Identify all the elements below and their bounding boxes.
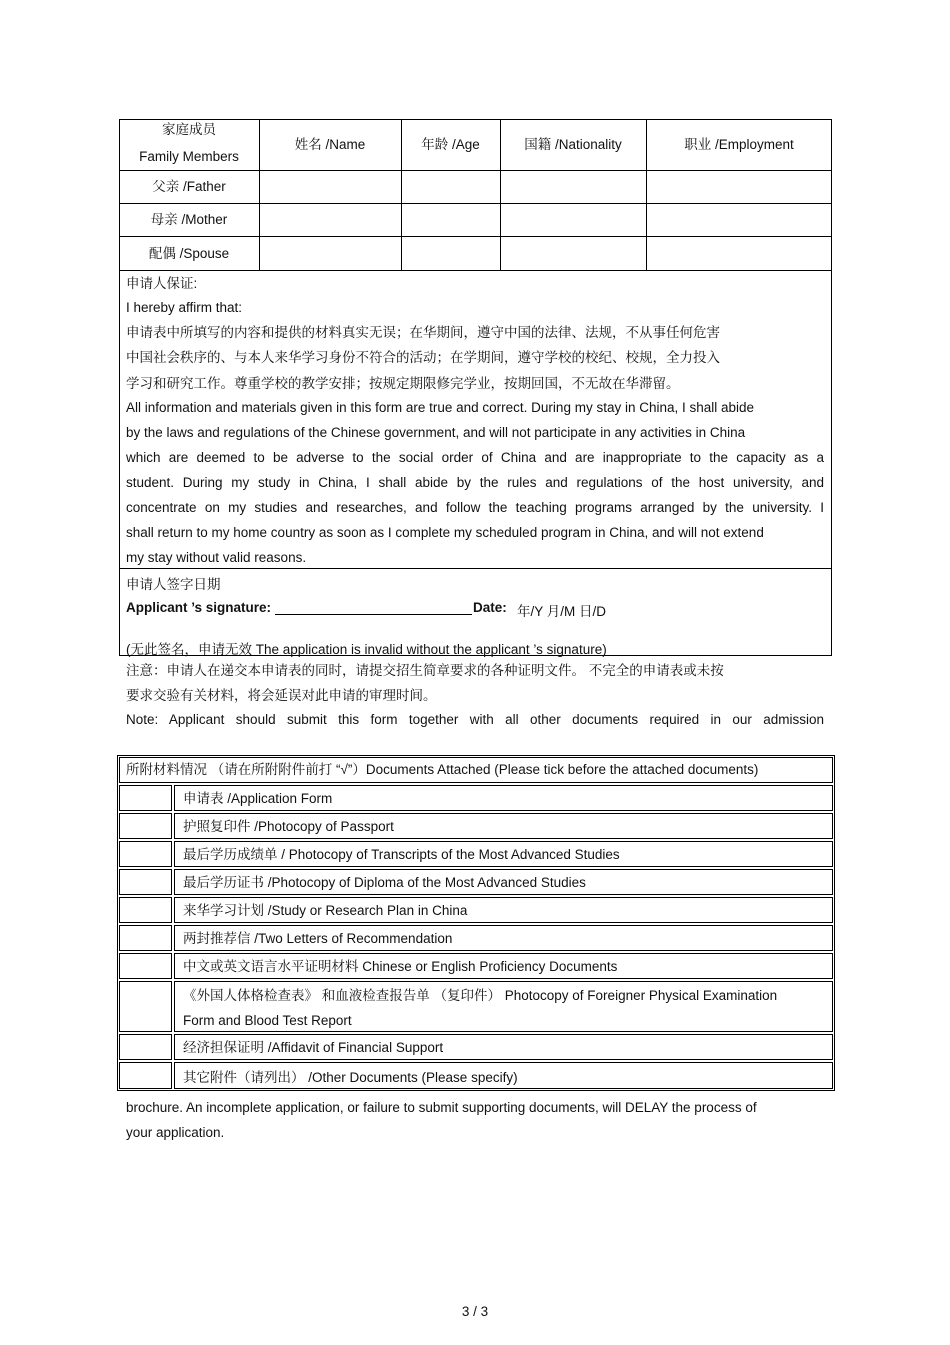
applicant-signature-label: Applicant ’s signature: <box>126 600 272 615</box>
document-checkbox[interactable] <box>119 1062 172 1089</box>
mother-employment-field[interactable] <box>647 204 832 236</box>
date-label: Date: <box>473 600 507 615</box>
document-row <box>119 813 833 839</box>
document-checkbox[interactable] <box>119 813 172 839</box>
father-nationality-field[interactable] <box>501 171 646 203</box>
signature-title-zh: 申请人签字日期 <box>126 577 221 592</box>
note-en-line: Note: Applicant should submit this form together with all other documents required in our admission <box>126 712 824 727</box>
mother-row-label: 母亲 /Mother <box>150 212 228 227</box>
father-row-label: 父亲 /Father <box>152 179 226 194</box>
document-checkbox[interactable] <box>119 925 172 951</box>
family-members-header <box>119 116 259 170</box>
document-checkbox[interactable] <box>119 869 172 895</box>
document-row <box>119 953 833 979</box>
affirmation-en-line: shall return to my home country as soon as I complete my scheduled program in China, and will not extend <box>126 525 764 540</box>
document-label-line: 《外国人体格检查表》 和血液检查报告单 （复印件） Photocopy of Foreigner Physical Examination <box>183 988 778 1003</box>
document-row <box>119 1062 833 1089</box>
affirmation-en-line: concentrate on my studies and researches, and follow the teaching programs arranged by the university. I <box>126 500 824 515</box>
employment-header: 职业 /Employment <box>684 137 794 152</box>
affirmation-title-zh: 申请人保证: <box>126 276 198 291</box>
spouse-nationality-field[interactable] <box>501 237 646 270</box>
document-label-line: Form and Blood Test Report <box>183 1013 352 1028</box>
document-checkbox[interactable] <box>119 897 172 923</box>
mother-age-field[interactable] <box>402 204 500 236</box>
father-name-field[interactable] <box>260 171 401 203</box>
spouse-age-field[interactable] <box>402 237 500 270</box>
affirmation-intro-en: I hereby affirm that: <box>126 300 243 315</box>
father-employment-field[interactable] <box>647 171 832 203</box>
affirmation-en-line: my stay without valid reasons. <box>126 550 307 565</box>
family-members-header-en: Family Members <box>139 149 239 164</box>
document-row <box>119 869 833 895</box>
age-header: 年龄 /Age <box>421 137 480 152</box>
affirmation-en-line: by the laws and regulations of the Chinese government, and will not participate in any activities in China <box>126 425 746 440</box>
page-number: 3 / 3 <box>461 1304 489 1319</box>
family-members-header-zh: 家庭成员 <box>162 122 216 137</box>
note-en-line: your application. <box>126 1125 225 1140</box>
spouse-employment-field[interactable] <box>647 237 832 270</box>
document-label-multiline <box>174 981 833 1032</box>
spouse-row-label: 配偶 /Spouse <box>148 246 230 261</box>
document-row <box>119 925 833 951</box>
note-en-line: brochure. An incomplete application, or failure to submit supporting documents, will DELAY the process of <box>126 1100 757 1115</box>
spouse-name-field[interactable] <box>260 237 401 270</box>
father-age-field[interactable] <box>402 171 500 203</box>
note-zh-line: 要求交验有关材料，将会延误对此申请的审理时间。 <box>126 688 437 703</box>
document-label: 经济担保证明 /Affidavit of Financial Support <box>174 1034 833 1060</box>
mother-name-field[interactable] <box>260 204 401 236</box>
document-checkbox[interactable] <box>119 841 172 867</box>
document-label: 护照复印件 /Photocopy of Passport <box>174 813 833 839</box>
document-checkbox[interactable] <box>119 981 172 1032</box>
nationality-header: 国籍 /Nationality <box>524 137 622 152</box>
document-label: 最后学历证书 /Photocopy of Diploma of the Most Advanced Studies <box>174 869 833 895</box>
applicant-signature-line[interactable] <box>275 614 472 615</box>
document-label: 其它附件（请列出） /Other Documents (Please specify) <box>174 1062 833 1089</box>
signature-invalid-note: (无此签名，申请无效 The application is invalid without the applicant ’s signature) <box>126 642 607 657</box>
affirmation-zh-line: 中国社会秩序的、与本人来华学习身份不符合的活动；在学期间，遵守学校的校纪、校规，全力投入 <box>126 350 720 365</box>
note-zh-line: 注意：申请人在递交本申请表的同时，请提交招生简章要求的各种证明文件。 不完全的申请表或未按 <box>126 663 724 678</box>
documents-header-text: 所附材料情况 （请在所附附件前打 “√”）Documents Attached (Please tick before the attached documents) <box>126 762 759 777</box>
mother-nationality-field[interactable] <box>501 204 646 236</box>
document-row <box>119 785 833 811</box>
document-row <box>119 981 833 1032</box>
document-label: 中文或英文语言水平证明材料 Chinese or English Proficiency Documents <box>174 953 833 979</box>
affirmation-zh-line: 学习和研究工作。尊重学校的教学安排；按规定期限修完学业，按期回国，不无故在华滞留。 <box>126 376 680 391</box>
document-checkbox[interactable] <box>119 1034 172 1060</box>
affirmation-en-line: which are deemed to be adverse to the social order of China and are inappropriate to the capacity as a <box>126 450 824 465</box>
document-row <box>119 897 833 923</box>
document-checkbox[interactable] <box>119 785 172 811</box>
document-label: 两封推荐信 /Two Letters of Recommendation <box>174 925 833 951</box>
name-header: 姓名 /Name <box>294 137 366 152</box>
document-label: 申请表 /Application Form <box>174 785 833 811</box>
document-row <box>119 841 833 867</box>
document-label: 来华学习计划 /Study or Research Plan in China <box>174 897 833 923</box>
document-checkbox[interactable] <box>119 953 172 979</box>
affirmation-zh-line: 申请表中所填写的内容和提供的材料真实无误；在华期间，遵守中国的法律、法规，不从事任何危害 <box>126 325 720 340</box>
document-row <box>119 1034 833 1060</box>
affirmation-en-line: All information and materials given in this form are true and correct. During my stay in China, I shall abide <box>126 400 755 415</box>
affirmation-en-line: student. During my study in China, I shall abide by the rules and regulations of the host university, and <box>126 475 824 490</box>
document-label: 最后学历成绩单 / Photocopy of Transcripts of the Most Advanced Studies <box>174 841 833 867</box>
date-format[interactable]: 年/Y 月/M 日/D <box>517 604 607 619</box>
